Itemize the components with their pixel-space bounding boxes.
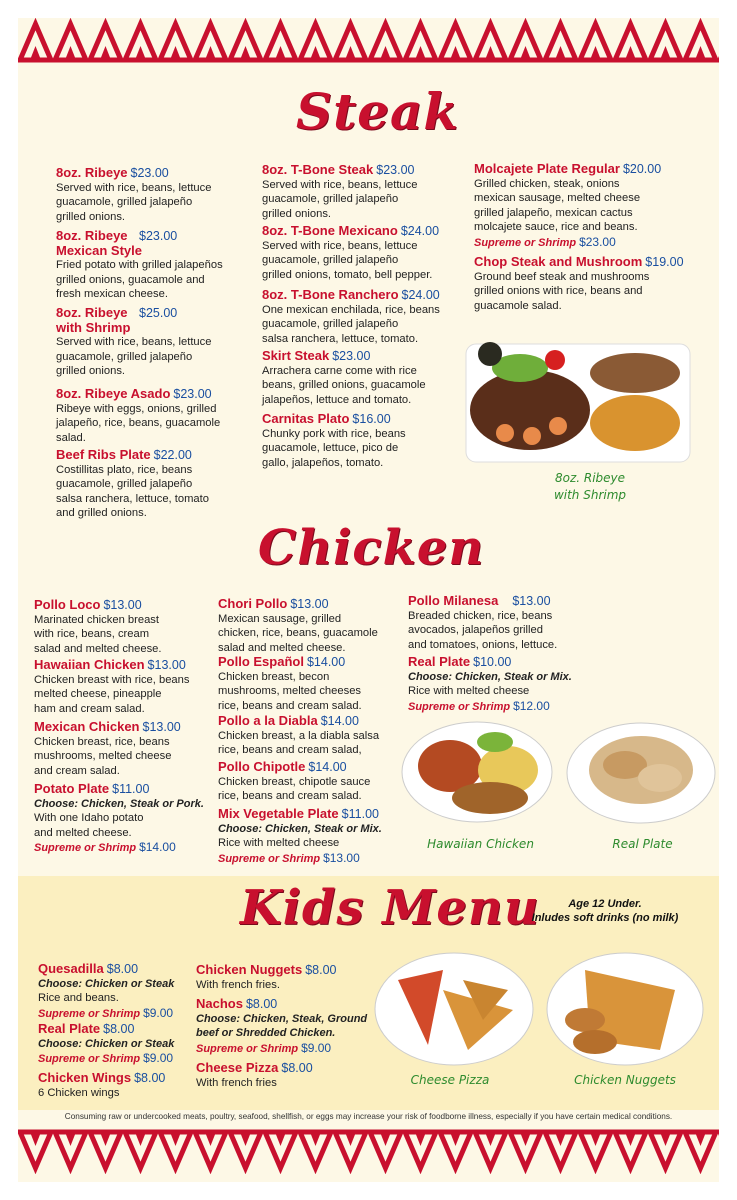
item-description: Rice with melted cheese — [218, 837, 340, 849]
menu-item — [218, 655, 403, 713]
item-price: $8.00 — [281, 1061, 313, 1075]
item-price: $10.00 — [473, 655, 512, 669]
supreme-label: Supreme or Shrimp — [196, 1042, 299, 1055]
item-description: Rice and beans. — [38, 992, 119, 1004]
supreme-price: $23.00 — [579, 234, 616, 249]
menu-item — [218, 760, 403, 804]
menu-item — [218, 714, 403, 758]
hawaiian-chicken-photo — [400, 718, 555, 826]
menu-item — [38, 1071, 198, 1100]
item-name: Pollo Milanesa — [408, 593, 499, 608]
item-name: Chori Pollo — [218, 596, 288, 611]
item-price: $23.00 — [332, 349, 371, 363]
item-price: $23.00 — [130, 166, 169, 180]
item-name: Mexican Chicken — [34, 719, 140, 734]
item-description: Grilled chicken, steak, onions mexican sausage, melted cheese grilled jalapeño, mexican cactus molcajete sauce, rice and beans. — [474, 177, 641, 233]
menu-item — [34, 658, 214, 716]
item-name: 8oz. T-Bone Ranchero — [262, 287, 399, 302]
menu-item — [56, 166, 246, 224]
item-description: Served with rice, beans, lettuce guacamole, grilled jalapeño grilled onions. — [56, 336, 212, 377]
menu-item — [56, 229, 256, 302]
item-description: Served with rice, beans, lettuce guacamole, grilled jalapeño grilled onions. — [262, 178, 418, 220]
menu-item — [34, 720, 214, 778]
item-name: Pollo Español — [218, 654, 304, 669]
item-description: With one Idaho potato and melted cheese. — [34, 812, 144, 839]
item-name: Chicken Wings — [38, 1070, 132, 1085]
item-description: Ribeye with eggs, onions, grilled jalapeño, rice, beans, guacamole salad. — [56, 402, 221, 444]
item-name: Nachos — [196, 996, 243, 1011]
item-name: Hawaiian Chicken — [34, 657, 145, 672]
item-name: Quesadilla — [38, 961, 104, 976]
item-description: Marinated chicken breast with rice, beans, cream salad and melted cheese. — [34, 613, 162, 655]
bottom-triangle-border — [18, 1128, 719, 1174]
item-choose: Choose: Chicken, Steak or Mix. — [408, 670, 572, 683]
real-plate-photo — [565, 720, 718, 826]
chicken-section-title: Chicken — [258, 520, 485, 576]
item-description: Ground beef steak and mushrooms grilled onions with rice, beans and guacamole salad. — [474, 270, 650, 312]
item-price: $8.00 — [134, 1071, 166, 1085]
item-price: $22.00 — [153, 448, 192, 462]
supreme-price: $14.00 — [139, 840, 176, 854]
item-name: Chop Steak and Mushroom — [474, 254, 643, 269]
item-price: $13.00 — [142, 720, 181, 734]
menu-item — [38, 962, 198, 1021]
menu-item — [196, 997, 376, 1056]
top-triangle-border — [18, 18, 719, 64]
item-price: $14.00 — [320, 714, 359, 728]
menu-item — [262, 412, 467, 470]
supreme-price: $9.00 — [301, 1040, 332, 1055]
item-price: $11.00 — [112, 782, 150, 796]
item-name: 8oz. T-Bone Mexicano — [262, 223, 398, 238]
item-price: $14.00 — [306, 655, 346, 669]
item-choose: Choose: Chicken or Steak — [38, 1037, 175, 1050]
menu-item — [56, 448, 256, 521]
item-name: Pollo a la Diabla — [218, 713, 318, 728]
item-price: $24.00 — [400, 224, 440, 238]
item-price: $19.00 — [645, 255, 684, 269]
item-name: Pollo Loco — [34, 597, 101, 612]
item-name: Chicken Nuggets — [196, 962, 303, 977]
item-description: Chicken breast, becon mushrooms, melted cheeses rice, beans and cream salad. — [218, 670, 362, 712]
item-name: Mix Vegetable Plate — [218, 806, 339, 821]
menu-item — [56, 306, 256, 379]
item-price: $11.00 — [341, 807, 379, 821]
item-description: Chicken breast, a la diabla salsa rice, beans and cream salad, — [218, 729, 380, 756]
item-description: Mexican sausage, grilled chicken, rice, beans, guacamole salad and melted cheese. — [218, 612, 378, 654]
item-description: Chicken breast, chipotle sauce rice, beans and cream salad. — [218, 775, 371, 802]
item-price: $23.00 — [139, 229, 178, 243]
item-name: Potato Plate — [34, 781, 110, 796]
menu-item — [56, 387, 256, 445]
item-price: $14.00 — [308, 760, 347, 774]
item-name: Molcajete Plate Regular — [474, 161, 620, 176]
supreme-price: $13.00 — [323, 850, 360, 865]
item-name: Pollo Chipotle — [218, 759, 306, 774]
item-name: Real Plate — [408, 654, 471, 669]
supreme-label: Supreme or Shrimp — [34, 842, 137, 854]
item-name: 8oz. Ribeye — [56, 165, 128, 180]
item-price: $8.00 — [305, 963, 337, 977]
item-choose: Choose: Chicken or Steak — [38, 977, 175, 990]
supreme-label: Supreme or Shrimp — [408, 700, 511, 713]
steak-section-title: Steak — [296, 82, 460, 141]
item-description: Arrachera carne come with rice beans, grilled onions, guacamole jalapeños, lettuce and tomato. — [262, 364, 426, 406]
item-price: $13.00 — [147, 658, 186, 672]
item-description: Chicken breast with rice, beans melted cheese, pineapple ham and cream salad. — [34, 673, 190, 715]
item-price: $23.00 — [376, 163, 415, 177]
menu-item — [218, 807, 403, 866]
supreme-price: $12.00 — [513, 698, 550, 713]
menu-item — [262, 224, 467, 282]
supreme-label: Supreme or Shrimp — [474, 236, 577, 249]
item-description: One mexican enchilada, rice, beans guacamole, grilled jalapeño salsa ranchera, lettuce, tomato. — [262, 303, 440, 345]
photo-caption: Real Plate — [612, 837, 673, 851]
item-price: $23.00 — [173, 387, 212, 401]
item-description: Fried potato with grilled jalapeños grilled onions, guacamole and fresh mexican cheese. — [56, 259, 223, 300]
menu-item — [38, 1022, 198, 1067]
item-price: $8.00 — [103, 1022, 135, 1036]
item-name: 8oz. Ribeye Mexican Style — [56, 228, 142, 258]
item-price: $25.00 — [139, 306, 178, 320]
ribeye-shrimp-photo — [460, 338, 692, 464]
supreme-label: Supreme or Shrimp — [38, 1007, 141, 1020]
item-description: Rice with melted cheese — [408, 685, 530, 697]
photo-caption: Chicken Nuggets — [574, 1073, 676, 1087]
item-price: $20.00 — [622, 162, 662, 176]
menu-item — [196, 963, 376, 992]
item-price: $13.00 — [103, 598, 142, 612]
item-price: $16.00 — [352, 412, 391, 426]
item-price: $8.00 — [106, 962, 139, 976]
item-description: Costillitas plato, rice, beans guacamole, grilled jalapeño salsa ranchera, lettuce, tomato and grilled onions. — [56, 463, 209, 519]
menu-item — [34, 598, 214, 656]
menu-item — [196, 1061, 376, 1090]
item-name: Carnitas Plato — [262, 411, 350, 426]
kids-section-title: Kids Menu — [240, 880, 540, 936]
supreme-price: $9.00 — [143, 1005, 174, 1020]
cheese-pizza-photo — [373, 950, 535, 1068]
item-choose: Choose: Chicken, Steak or Mix. — [218, 822, 382, 835]
age-note: Age 12 Under. Inludes soft drinks (no milk) — [531, 898, 679, 924]
item-description: With french fries — [196, 1076, 277, 1089]
chicken-nuggets-photo — [545, 950, 705, 1068]
menu-item — [474, 255, 706, 313]
menu-item — [408, 594, 593, 652]
photo-caption: 8oz. Ribeye with Shrimp — [553, 471, 627, 502]
item-description: Chicken breast, rice, beans mushrooms, melted cheese and cream salad. — [34, 735, 172, 777]
item-description: 6 Chicken wings — [38, 1086, 120, 1099]
item-choose: Choose: Chicken, Steak or Pork. — [34, 797, 204, 810]
menu-item — [262, 288, 467, 346]
item-name: Real Plate — [38, 1021, 101, 1036]
item-name: Cheese Pizza — [196, 1060, 279, 1075]
item-description: Served with rice, beans, lettuce guacamole, grilled jalapeño grilled onions. — [56, 181, 212, 223]
foodborne-disclaimer: Consuming raw or undercooked meats, poultry, seafood, shellfish, or eggs may increase your risk of foodborne illness, especially if you have certain medical conditions. — [64, 1112, 673, 1121]
photo-caption: Cheese Pizza — [410, 1073, 490, 1087]
item-price: $13.00 — [290, 597, 329, 611]
menu-item — [218, 597, 403, 655]
supreme-price: $9.00 — [143, 1051, 174, 1065]
menu-item — [474, 162, 706, 250]
supreme-label: Supreme or Shrimp — [38, 1053, 141, 1065]
item-price: $24.00 — [401, 288, 440, 302]
menu-item — [262, 349, 467, 407]
photo-caption: Hawaiian Chicken — [427, 837, 534, 851]
item-name: Beef Ribs Plate — [56, 447, 151, 462]
item-choose: Choose: Chicken, Steak, Ground beef or Shredded Chicken. — [196, 1012, 368, 1039]
item-description: With french fries. — [196, 978, 280, 991]
item-name: 8oz. T-Bone Steak — [262, 162, 374, 177]
item-name: 8oz. Ribeye with Shrimp — [56, 305, 131, 335]
menu-item — [262, 163, 467, 221]
item-description: Breaded chicken, rice, beans avocados, jalapeños grilled and tomatoes, onions, lettuce. — [408, 609, 558, 651]
item-price: $13.00 — [512, 594, 551, 608]
item-description: Served with rice, beans, lettuce guacamole, grilled jalapeño grilled onions, tomato, bell pepper. — [262, 239, 433, 281]
supreme-label: Supreme or Shrimp — [218, 852, 321, 865]
item-description: Chunky pork with rice, beans guacamole, lettuce, pico de gallo, jalapeños, tomato. — [262, 427, 406, 469]
menu-item — [34, 782, 214, 856]
item-name: Skirt Steak — [262, 348, 330, 363]
menu-item — [408, 655, 593, 714]
item-price: $8.00 — [245, 997, 278, 1011]
item-name: 8oz. Ribeye Asado — [56, 386, 171, 401]
